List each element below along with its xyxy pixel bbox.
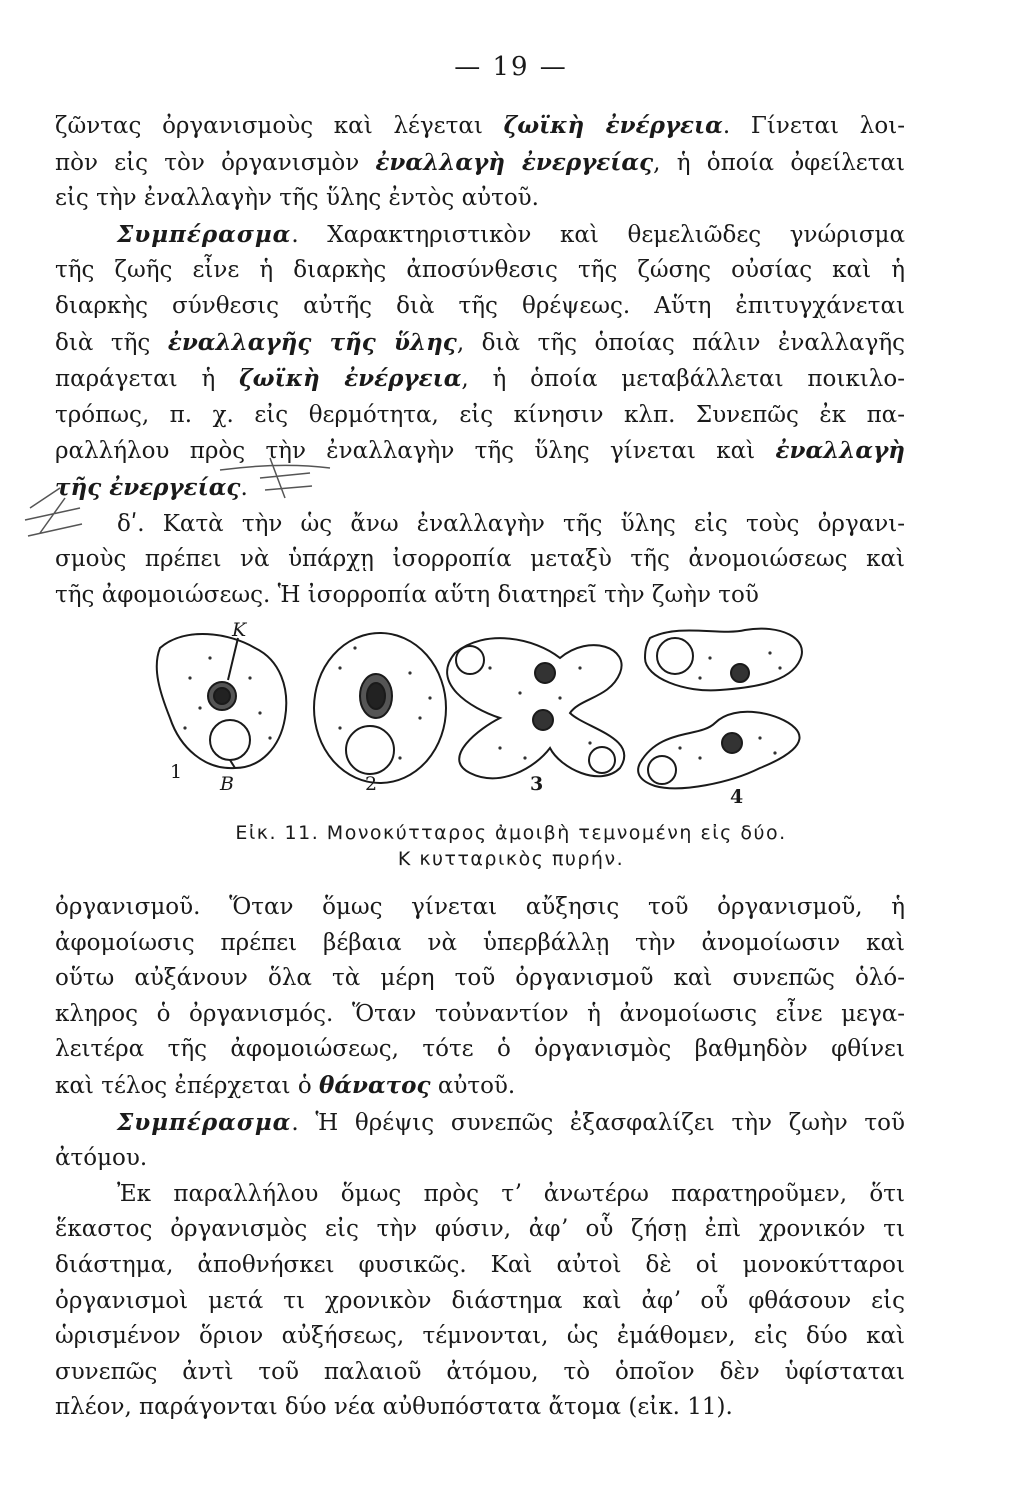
text-line xyxy=(55,1141,905,1177)
text-line xyxy=(55,325,905,362)
text-line xyxy=(55,398,905,434)
text-line xyxy=(55,145,905,182)
text-segment: διαρκὴς σύνθεσις αὐτῆς διὰ τῆς θρέψεως. Αὕτη ἐπιτυγχάνεται xyxy=(55,292,905,319)
text-section-bottom xyxy=(55,890,905,1426)
text-segment: παράγεται ἡ xyxy=(55,366,240,393)
amoeba-3-vacuole-a xyxy=(456,646,484,674)
text-line xyxy=(55,926,905,962)
emphasized-text: θάνατος xyxy=(318,1071,431,1099)
text-segment: πλέον, παράγονται δύο νέα αὐθυπόστατα ἄτομα (εἰκ. 11). xyxy=(55,1394,733,1421)
emphasized-text: ἐναλλαγὴ ἐνεργείας xyxy=(375,148,654,176)
text-line xyxy=(55,578,905,614)
text-segment: κληρος ὁ ὀργανισμός. Ὅταν τοὐναντίον ἡ ἀνομοίωσις εἶνε μεγα- xyxy=(55,1000,905,1027)
figure-label-4: 4 xyxy=(730,786,744,808)
amoeba-4b-vacuole xyxy=(648,756,676,784)
text-segment: σμοὺς πρέπει νὰ ὑπάρχῃ ἰσορροπία μεταξὺ τῆς ἀνομοιώσεως καὶ xyxy=(55,546,905,573)
text-segment: καὶ τέλος ἐπέρχεται ὁ xyxy=(55,1072,319,1099)
text-line xyxy=(55,433,905,470)
amoeba-1-vacuole xyxy=(210,720,250,760)
text-segment: , διὰ τῆς ὁποίας πάλιν ἐναλλαγῆς xyxy=(456,329,905,356)
figure-caption-line1: Εἰκ. 11. Μονοκύτταρος ἀμοιβὴ τεμνομένη εἰς δύο. xyxy=(235,822,787,844)
text-line xyxy=(55,1355,905,1391)
text-line xyxy=(55,1032,905,1068)
amoeba-3-vacuole-b xyxy=(589,747,615,773)
text-line xyxy=(55,361,905,398)
figure-caption-line2: Κ κυτταρικὸς πυρήν. xyxy=(397,848,625,870)
text-segment: τῆς ἀφομοιώσεως. Ἡ ἰσορροπία αὕτη διατηρεῖ τὴν ζωὴν τοῦ xyxy=(55,581,759,608)
amoeba-3-nucleus-b xyxy=(533,710,553,730)
text-segment: συνεπῶς ἀντὶ τοῦ παλαιοῦ ἀτόμου, τὸ ὁποῖον δὲν ὑφίσταται xyxy=(55,1358,905,1385)
text-segment: δʹ. Κατὰ τὴν ὡς ἄνω ἐναλλαγὴν τῆς ὕλης εἰς τοὺς ὀργανι- xyxy=(117,510,905,537)
text-line xyxy=(55,1390,905,1426)
text-line xyxy=(55,289,905,325)
amoeba-4a-nucleus xyxy=(731,664,749,682)
text-line xyxy=(55,1248,905,1284)
text-line xyxy=(55,961,905,997)
text-segment: διὰ τῆς xyxy=(55,329,168,356)
text-line xyxy=(55,1284,905,1320)
text-segment: διάστημα, ἀποθνήσκει φυσικῶς. Καὶ αὐτοὶ δὲ οἱ μονοκύτταροι xyxy=(55,1251,905,1278)
text-line xyxy=(55,542,905,578)
figure-label-1: 1 xyxy=(170,761,183,783)
emphasized-text: ζωϊκὴ ἐνέργεια xyxy=(503,112,723,139)
text-line xyxy=(55,1212,905,1248)
text-segment: τῆς ζωῆς εἶνε ἡ διαρκὴς ἀποσύνθεσις τῆς ζώσης οὐσίας καὶ ἡ xyxy=(55,257,905,284)
text-segment: . Χαρακτηριστικὸν καὶ θεμελιῶδες γνώρισμα xyxy=(291,221,905,248)
text-segment: ἀτόμου. xyxy=(55,1145,148,1172)
text-segment: τρόπως, π. χ. εἰς θερμότητα, εἰς κίνησιν κλπ. Συνεπῶς ἐκ πα- xyxy=(55,401,905,428)
text-line xyxy=(55,507,905,543)
text-segment: ὀργανισμοῦ. Ὅταν ὅμως γίνεται αὔξησις τοῦ ὀργανισμοῦ, ἡ xyxy=(55,894,905,920)
text-segment: , ἡ ὁποία μεταβάλλεται ποικιλο- xyxy=(461,366,905,393)
text-line xyxy=(55,181,905,217)
text-segment: λειτέρα τῆς ἀφομοιώσεως, τότε ὁ ὀργανισμὸς βαθμηδὸν φθίνει xyxy=(55,1036,905,1063)
text-line xyxy=(55,1177,905,1213)
amoeba-2-vacuole xyxy=(346,726,394,774)
figure-label-3: 3 xyxy=(530,773,544,795)
text-line xyxy=(55,997,905,1033)
text-segment: . Γίνεται λοι- xyxy=(722,113,905,139)
page-number: — 19 — xyxy=(454,52,568,82)
text-line xyxy=(55,470,905,507)
amoeba-4b-nucleus xyxy=(722,733,742,753)
text-line xyxy=(55,1319,905,1355)
text-segment: Ἐκ παραλλήλου ὅμως πρὸς τʼ ἀνωτέρω παρατηροῦμεν, ὅτι xyxy=(117,1180,905,1207)
text-segment: , ἡ ὁποία ὀφείλεται xyxy=(653,149,905,176)
figure-label-2: 2 xyxy=(365,773,378,795)
text-line xyxy=(55,217,905,254)
text-segment: ὡρισμένον ὅριον αὐξήσεως, τέμνονται, ὡς ἐμάθομεν, εἰς δύο καὶ xyxy=(55,1323,905,1350)
text-line xyxy=(55,108,905,145)
text-section-top xyxy=(55,108,905,613)
text-segment: . Ἡ θρέψις συνεπῶς ἐξασφαλίζει τὴν ζωὴν τοῦ xyxy=(291,1109,905,1136)
label-k: K xyxy=(232,619,247,641)
text-segment: οὕτω αὐξάνουν ὅλα τὰ μέρη τοῦ ὀργανισμοῦ καὶ συνεπῶς ὁλό- xyxy=(55,965,905,992)
text-segment: ἀφομοίωσις πρέπει βέβαια νὰ ὑπερβάλλῃ τὴν ἀνομοίωσιν καὶ xyxy=(55,929,905,956)
emphasized-text: ζωϊκὴ ἐνέργεια xyxy=(239,365,462,393)
text-segment: εἰς τὴν ἐναλλαγὴν τῆς ὕλης ἐντὸς αὐτοῦ. xyxy=(55,185,539,212)
text-line xyxy=(55,890,905,926)
amoeba-illustration xyxy=(140,618,920,818)
text-segment: αὐτοῦ. xyxy=(430,1072,516,1099)
emphasized-text: τῆς ἐνεργείας xyxy=(55,473,241,501)
label-b: B xyxy=(220,773,234,795)
emphasized-text: Συμπέρασμα xyxy=(117,220,292,248)
amoeba-4a-vacuole xyxy=(657,638,693,674)
text-segment: πὸν εἰς τὸν ὀργανισμὸν xyxy=(55,149,376,176)
emphasized-text: Συμπέρασμα xyxy=(117,1108,292,1136)
text-segment: ζῶντας ὀργανισμοὺς καὶ λέγεται xyxy=(55,113,504,139)
emphasized-text: ἐναλλαγὴ xyxy=(775,437,905,465)
text-line xyxy=(55,253,905,289)
text-segment: ὀργανισμοὶ μετά τι χρονικὸν διάστημα καὶ ἀφʼ οὗ φθάσουν εἰς xyxy=(55,1287,905,1314)
amoeba-3-nucleus-a xyxy=(535,663,555,683)
text-segment: . xyxy=(240,474,248,501)
emphasized-text: ἐναλλαγῆς τῆς ὕλης xyxy=(167,328,457,356)
text-line xyxy=(55,1068,905,1105)
text-line xyxy=(55,1105,905,1142)
amoeba-figure xyxy=(140,618,920,818)
text-segment: ἕκαστος ὀργανισμὸς εἰς τὴν φύσιν, ἀφʼ οὗ ζήσῃ ἐπὶ χρονικόν τι xyxy=(55,1216,905,1243)
text-segment: ραλλήλου πρὸς τὴν ἐναλλαγὴν τῆς ὕλης γίνεται καὶ xyxy=(55,438,776,465)
